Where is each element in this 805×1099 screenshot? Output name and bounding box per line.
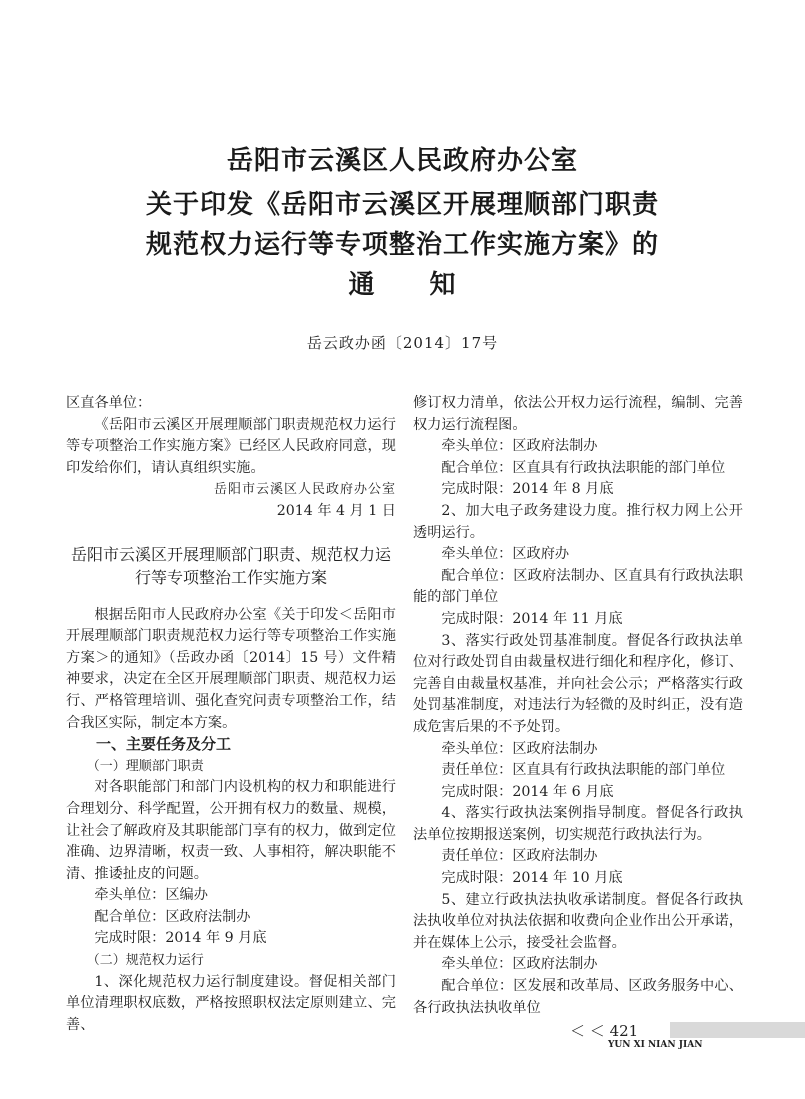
signature-date: 2014 年 4 月 1 日 xyxy=(276,502,396,519)
paragraph: 5、建立行政执法执收承诺制度。督促各行政执法执收单位对执法依据和收费向企业作出公开承诺，并在媒体上公示，接受社会监督。 xyxy=(413,891,743,951)
coop-unit: 配合单位：区政府法制办 xyxy=(94,908,251,925)
lead-unit: 牵头单位：区政府法制办 xyxy=(441,956,598,973)
paragraph: 2、加大电子政务建设力度。推行权力网上公开透明运行。 xyxy=(413,502,743,541)
title-line-1: 岳阳市云溪区人民政府办公室 xyxy=(226,146,578,176)
left-column xyxy=(66,393,396,1036)
paragraph: 对各职能部门和部门内设机构的权力和职能进行合理划分、科学配置，公开拥有权力的数量、规模，让社会了解政府及其职能部门享有的权力，做到定位准确、边界清晰，权责一致、人事相符，解决职能不清、推诿扯皮的问题。 xyxy=(66,779,396,882)
deadline: 完成时限：2014 年 9 月底 xyxy=(94,930,267,947)
page-number: 421 xyxy=(609,1022,639,1040)
plan-title: 岳阳市云溪区开展理顺部门职责、规范权力运行等专项整治工作实施方案 xyxy=(70,544,391,587)
paragraph: 1、深化规范权力运行制度建设。督促相关部门单位清理职权底数，严格按照职权法定原则建立、完善、 xyxy=(66,973,396,1033)
subsection-heading: （一）理顺部门职责 xyxy=(86,758,204,774)
lead-unit: 牵头单位：区政府办 xyxy=(441,546,570,563)
paragraph: 4、落实行政执法案例指导制度。督促各行政执法单位按期报送案例，切实规范行政执法行为。 xyxy=(413,805,743,843)
lead-unit: 牵头单位：区政府法制办 xyxy=(441,438,598,455)
subsection-heading: （二）规范权力运行 xyxy=(86,953,204,969)
double-arrow-icon: ＜ ＜ xyxy=(570,1022,605,1040)
document-number: 岳云政办函〔2014〕17号 xyxy=(306,334,499,352)
title-line-4: 通 知 xyxy=(348,270,457,300)
title-line-2: 关于印发《岳阳市云溪区开展理顺部门职责 xyxy=(145,190,659,220)
preamble: 根据岳阳市人民政府办公室《关于印发＜岳阳市开展理顺部门职责规范权力运行等专项整治工作实施方案＞的通知》（岳政办函〔2014〕15 号）文件精神要求，决定在全区开展理顺部门职责、规范权力运行、严格管理培训、强化查究问责专项整治工作，结合我区实际，制定本方案。 xyxy=(66,606,396,731)
intro-paragraph: 《岳阳市云溪区开展理顺部门职责规范权力运行等专项整治工作实施方案》已经区人民政府同意，现印发给你们，请认真组织实施。 xyxy=(66,416,396,476)
signature: 岳阳市云溪区人民政府办公室 xyxy=(213,482,396,498)
responsible-unit: 责任单位：区直具有行政执法职能的部门单位 xyxy=(441,762,726,779)
deadline: 完成时限：2014 年 8 月底 xyxy=(441,481,614,498)
right-column xyxy=(413,393,743,1019)
coop-unit: 配合单位：区发展和改革局、区政务服务中心、各行政执法执收单位 xyxy=(413,978,743,1016)
lead-unit: 牵头单位：区政府法制办 xyxy=(441,740,598,757)
coop-unit: 配合单位：区直具有行政执法职能的部门单位 xyxy=(441,459,726,476)
deadline: 完成时限：2014 年 6 月底 xyxy=(441,783,614,800)
section-heading: 一、主要任务及分工 xyxy=(96,735,232,754)
salutation: 区直各单位： xyxy=(66,395,152,411)
responsible-unit: 责任单位：区政府法制办 xyxy=(441,848,598,865)
title-line-3: 规范权力运行等专项整治工作实施方案》的 xyxy=(145,230,659,260)
coop-unit: 配合单位：区政府法制办、区直具有行政执法职能的部门单位 xyxy=(413,567,743,606)
paragraph: 3、落实行政处罚基准制度。督促各行政执法单位对行政处罚自由裁量权进行细化和程序化，修订、完善自由裁量权基准，并向社会公示；严格落实行政处罚基准制度，对违法行为轻微的及时纠正，没有造成危害后果的不予处罚。 xyxy=(413,632,743,735)
running-title: YUN XI NIAN JIAN xyxy=(608,1040,703,1050)
lead-unit: 牵头单位：区编办 xyxy=(94,887,208,904)
page-footer xyxy=(570,1020,703,1050)
paragraph: 修订权力清单，依法公开权力运行流程，编制、完善权力运行流程图。 xyxy=(413,395,743,433)
footer-bar xyxy=(670,1022,805,1038)
deadline: 完成时限：2014 年 11 月底 xyxy=(441,610,623,627)
deadline: 完成时限：2014 年 10 月底 xyxy=(441,870,623,887)
